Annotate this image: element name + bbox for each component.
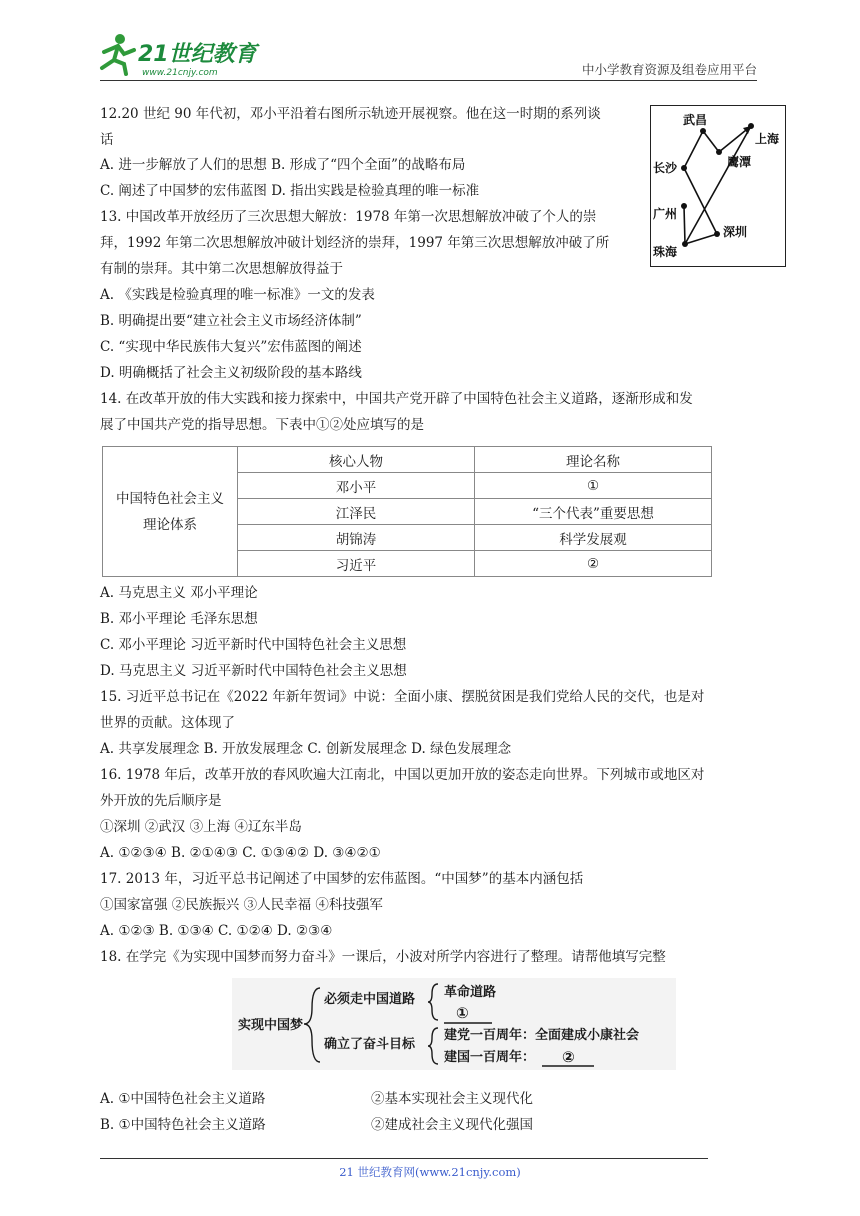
footer-divider (100, 1158, 708, 1159)
site-logo (94, 30, 264, 78)
diagram-branch-goal: 确立了奋斗目标 (324, 1037, 416, 1052)
q18-option-b (100, 1112, 266, 1138)
svg-text:21世纪教育: 21世纪教育 (138, 42, 257, 67)
q16-stem: 16. 1978 年后，改革开放的春风吹遍大江南北，中国以更加开放的姿态走向世界。下列城市或地区对 (100, 767, 705, 783)
table-row-header: 中国特色社会主义理论体系 (103, 447, 238, 577)
diagram-branch-road: 必须走中国道路 (324, 992, 416, 1007)
q13-stem: 13. 中国改革开放经历了三次思想大解放：1978 年第一次思想解放冲破了个人的崇 (100, 209, 597, 225)
diagram-root: 实现中国梦 (238, 1018, 304, 1033)
q15-options: A. 共享发展理念 B. 开放发展理念 C. 创新发展理念 D. 绿色发展理念 (100, 741, 512, 757)
q13-option-a: A. 《实践是检验真理的唯一标准》一文的发表 (100, 287, 375, 303)
footer-link[interactable]: 21 世纪教育网(www.21cnjy.com) (339, 1165, 521, 1179)
city-wuchang: 武昌 (683, 113, 708, 127)
table-header-row (103, 447, 712, 473)
city-shenzhen: 深圳 (723, 225, 748, 239)
q13-stem-cont: 拜，1992 年第二次思想解放冲破计划经济的崇拜，1997 年第三次思想解放冲破了所 (100, 235, 610, 251)
q14-option-d: D. 马克思主义 习近平新时代中国特色社会主义思想 (100, 663, 407, 679)
table-cell-person: 邓小平 (238, 473, 475, 499)
q14-stem: 14. 在改革开放的伟大实践和接力探索中，中国共产党开辟了中国特色社会主义道路，逐渐形成和发 (100, 391, 693, 407)
city-yingtan: 鹰潭 (727, 155, 752, 169)
q18-option-a-road: A. ①中国特色社会主义道路 (100, 1091, 266, 1107)
city-changsha: 长沙 (653, 161, 678, 175)
q18-option-a (100, 1086, 265, 1112)
q12-options-cd: C. 阐述了中国梦的宏伟蓝图 D. 指出实践是检验真理的唯一标准 (100, 183, 480, 199)
q12-stem: 12.20 世纪 90 年代初，邓小平沿着右图所示轨迹开展视察。他在这一时期的系列谈 (100, 106, 601, 122)
table-cell-person: 习近平 (238, 551, 475, 577)
route-map (650, 105, 786, 267)
table-cell-person: 江泽民 (238, 499, 475, 525)
city-guangzhou: 广州 (653, 207, 678, 221)
q18-option-a-goal: ②基本实现社会主义现代化 (371, 1091, 533, 1107)
q15-stem: 15. 习近平总书记在《2022 年新年贺词》中说：全面小康、摆脱贫困是我们党给人民的交代，也是对 (100, 689, 705, 705)
table-cell-theory: ② (475, 551, 712, 577)
table-cell-person: 胡锦涛 (238, 525, 475, 551)
diagram-party-centenary: 建党一百周年：全面建成小康社会 (444, 1028, 640, 1043)
q14-option-b: B. 邓小平理论 毛泽东思想 (100, 611, 258, 627)
q17-items: ①国家富强 ②民族振兴 ③人民幸福 ④科技强军 (100, 897, 383, 913)
diagram-nation-centenary: 建国一百周年： (444, 1050, 536, 1065)
city-zhuhai: 珠海 (653, 245, 678, 259)
q16-options: A. ①②③④ B. ②①④③ C. ①③④② D. ③④②① (100, 845, 381, 861)
q16-stem-cont: 外开放的先后顺序是 (100, 793, 222, 809)
q18-stem: 18. 在学完《为实现中国梦而努力奋斗》一课后，小波对所学内容进行了整理。请帮他填写完整 (100, 949, 666, 965)
q13-option-b: B. 明确提出要“建立社会主义市场经济体制” (100, 313, 362, 329)
q13-stem-cont2: 有制的崇拜。其中第二次思想解放得益于 (100, 261, 343, 277)
q15-stem-cont: 世界的贡献。这体现了 (100, 715, 235, 731)
city-shanghai: 上海 (755, 132, 780, 146)
diagram-blank-2: ② (562, 1048, 575, 1066)
diagram-revolution-road: 革命道路 (444, 985, 497, 1000)
china-dream-diagram (232, 978, 676, 1070)
q13-option-d: D. 明确概括了社会主义初级阶段的基本路线 (100, 365, 362, 381)
q17-options: A. ①②③ B. ①③④ C. ①②④ D. ②③④ (100, 923, 333, 939)
table-cell-theory: ① (475, 473, 712, 499)
theory-table (102, 446, 712, 577)
q14-option-a: A. 马克思主义 邓小平理论 (100, 585, 258, 601)
q16-items: ①深圳 ②武汉 ③上海 ④辽东半岛 (100, 819, 302, 835)
runner-logo-icon (102, 34, 134, 74)
q14-stem-cont: 展了中国共产党的指导思想。下表中①②处应填写的是 (100, 417, 424, 433)
q12-options-ab: A. 进一步解放了人们的思想 B. 形成了“四个全面”的战略布局 (100, 157, 466, 173)
platform-label: 中小学教育资源及组卷应用平台 (581, 62, 757, 77)
header-divider (100, 80, 757, 81)
table-cell-theory: 科学发展观 (475, 525, 712, 551)
diagram-blank-1: ① (456, 1004, 469, 1022)
q14-option-c: C. 邓小平理论 习近平新时代中国特色社会主义思想 (100, 637, 407, 653)
q17-stem: 17. 2013 年，习近平总书记阐述了中国梦的宏伟蓝图。“中国梦”的基本内涵包括 (100, 871, 584, 887)
q12-stem-cont: 话 (100, 132, 114, 148)
q18-option-b-goal: ②建成社会主义现代化强国 (371, 1117, 533, 1133)
q13-option-c: C. “实现中华民族伟大复兴”宏伟蓝图的阐述 (100, 339, 362, 355)
col-person-header: 核心人物 (238, 447, 475, 473)
col-theory-header: 理论名称 (475, 447, 712, 473)
table-cell-theory: “三个代表”重要思想 (475, 499, 712, 525)
svg-text:www.21cnjy.com: www.21cnjy.com (142, 68, 218, 78)
q18-option-b-road: B. ①中国特色社会主义道路 (100, 1117, 266, 1133)
